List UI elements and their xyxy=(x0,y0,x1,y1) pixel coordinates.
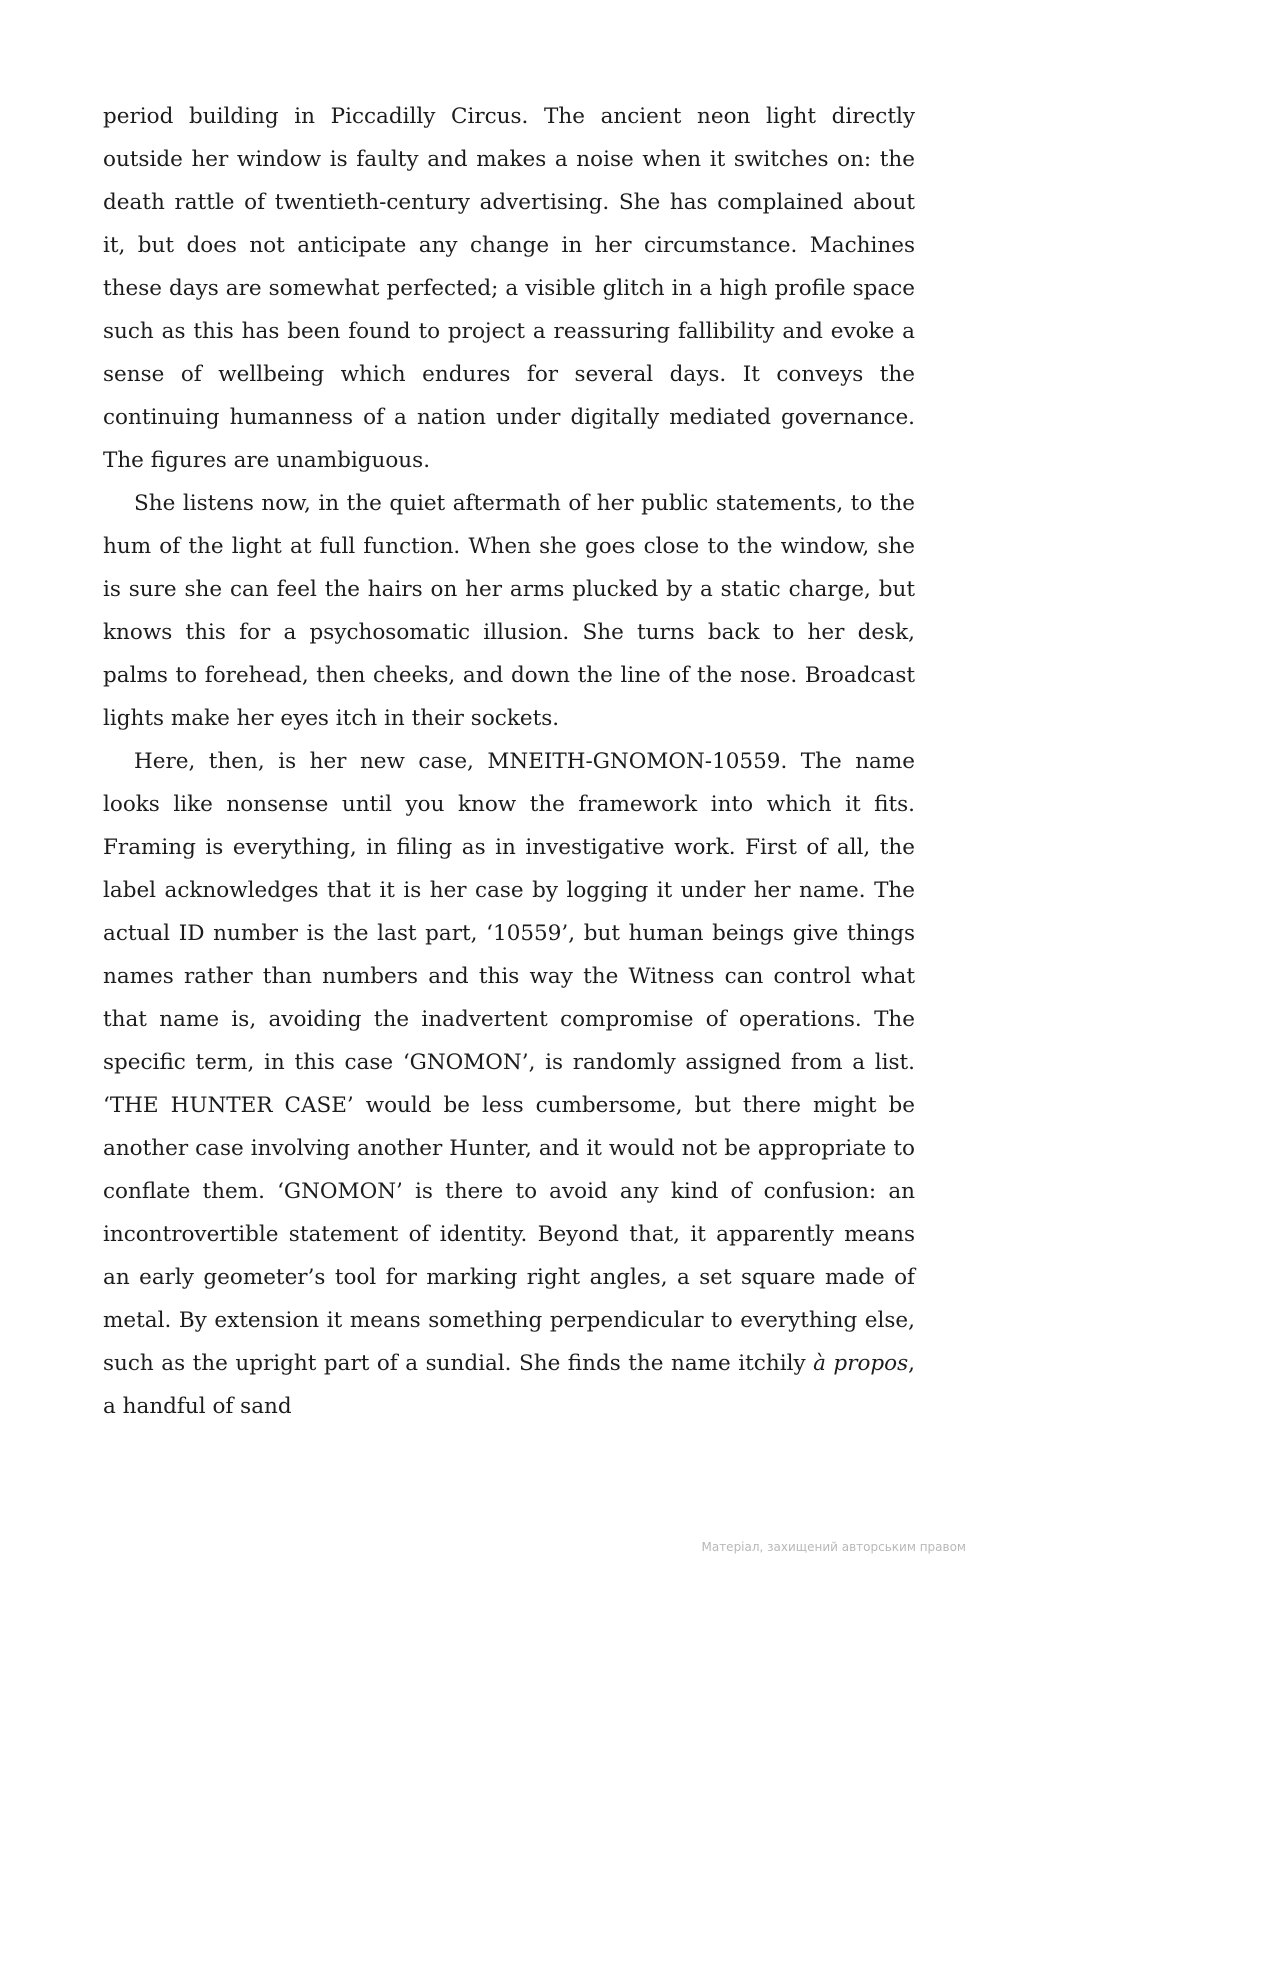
book-page xyxy=(103,95,915,1428)
paragraph-2-text: She listens now, in the quiet aftermath of her public statements, to the hum of the light at full function. When she goes close to the window, she is sure she can feel the hairs on her arms plucked by a static charge, but knows this for a psychosomatic illusion. She turns back to her desk, palms to forehead, then cheeks, and down the line of the nose. Broadcast lights make her eyes itch in their sockets. xyxy=(103,491,915,731)
paragraph-3 xyxy=(103,740,915,1428)
paragraph-1 xyxy=(103,95,915,482)
paragraph-3-italic-phrase: à propos xyxy=(813,1351,909,1376)
paragraph-1-text: period building in Piccadilly Circus. The ancient neon light directly outside her window is faulty and makes a noise when it switches on: the death rattle of twentieth-century advertising. She has complained about it, but does not anticipate any change in her circumstance. Machines these days are somewhat perfected; a visible glitch in a high profile space such as this has been found to project a reassuring fallibility and evoke a sense of wellbeing which endures for several days. It conveys the continuing humanness of a nation under digitally mediated governance. The figures are unambiguous. xyxy=(103,104,915,473)
paragraph-3-text-end: , a handful of sand xyxy=(103,1351,916,1419)
paragraph-2 xyxy=(103,482,915,740)
paragraph-3-text: Here, then, is her new case, MNEITH-GNOMON-10559. The name looks like nonsense until you know the framework into which it fits. Framing is everything, in filing as in investigative work. First of all, the label acknowledges that it is her case by logging it under her name. The actual ID number is the last part, ‘10559’, but human beings give things names rather than numbers and this way the Witness can control what that name is, avoiding the inadvertent compromise of operations. The specific term, in this case ‘GNOMON’, is randomly assigned from a list. ‘THE HUNTER CASE’ would be less cumbersome, but there might be another case involving another Hunter, and it would not be appropriate to conflate them. ‘GNOMON’ is there to avoid any kind of confusion: an incontrovertible statement of identity. Beyond that, it apparently means an early geometer’s tool for marking right angles, a set square made of metal. By extension it means something perpendicular to everything else, such as the upright part of a sundial. She finds the name itchily xyxy=(103,749,915,1376)
copyright-watermark: Матеріал, захищений авторським правом xyxy=(701,1540,966,1554)
